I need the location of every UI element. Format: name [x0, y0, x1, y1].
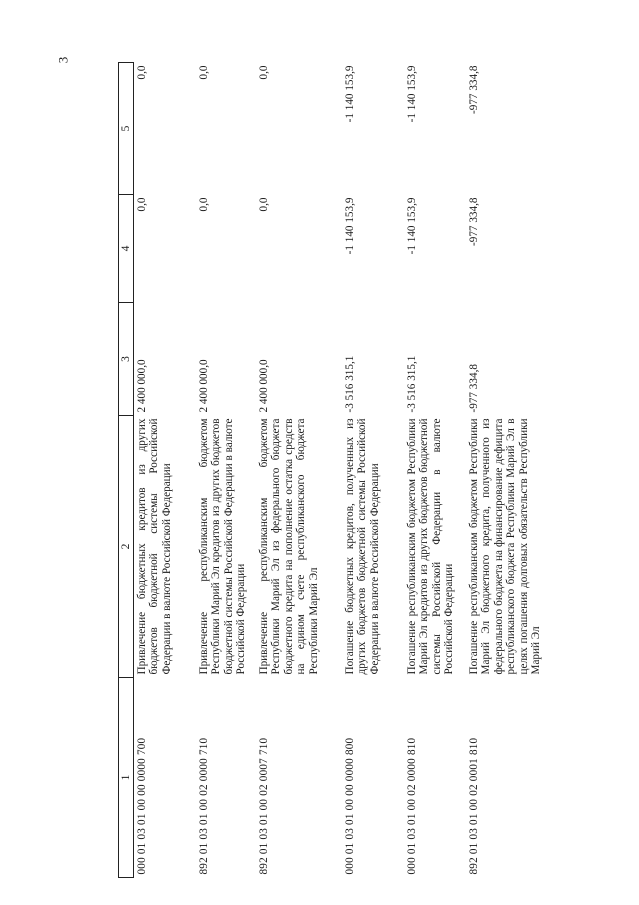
row-name: Погашение республиканским бюджетом Республики Марий Эл бюджетного кредита, полученного из федерального бюджета на финансирование дефицита республиканского бюджета Республики Марий Эл в целях погашения долговых обязательств Республики Марий Эл — [468, 418, 543, 675]
table-row — [466, 63, 568, 878]
page-number: 3 — [55, 56, 71, 64]
row-value-col5: 0,0 — [136, 65, 148, 80]
row-value-col4: -977 334,8 — [468, 197, 480, 246]
row-name: Привлечение республиканским бюджетом Республики Марий Эл кредитов из других бюджетов бюджетной системы Российской Федерации в валюте Российской Федерации — [198, 418, 248, 675]
row-value-col3: 2 400 000,0 — [198, 359, 210, 413]
row-code: 892 01 03 01 00 02 0001 810 — [468, 737, 480, 875]
row-value-col3: 2 400 000,0 — [136, 359, 148, 413]
row-value-col5: -1 140 153,9 — [344, 65, 356, 123]
row-code: 892 01 03 01 00 02 0000 710 — [198, 737, 210, 875]
row-value-col5: 0,0 — [198, 65, 210, 80]
row-value-col3: -3 516 315,1 — [344, 355, 356, 413]
row-code: 000 01 03 01 00 00 0000 700 — [136, 737, 148, 875]
row-value-col4: -1 140 153,9 — [344, 197, 356, 255]
table-row — [196, 63, 256, 878]
table-row — [256, 63, 342, 878]
row-value-col4: -1 140 153,9 — [406, 197, 418, 255]
row-name: Привлечение бюджетных кредитов из других бюджетов бюджетной системы Российской Федерации в валюте Российской Федерации — [136, 418, 173, 675]
row-code: 000 01 03 01 00 00 0000 800 — [344, 737, 356, 875]
table-header — [119, 63, 134, 878]
row-code: 000 01 03 01 00 02 0000 810 — [406, 737, 418, 875]
row-name: Погашение бюджетных кредитов, полученных из других бюджетов бюджетной системы Российской Федерации в валюте Российской Федерации — [344, 418, 381, 675]
table-row — [404, 63, 466, 878]
budget-table-container — [118, 63, 560, 878]
row-name: Погашение республиканским бюджетом Республики Марий Эл кредитов из других бюджетов бюджетной системы Российской Федерации в валюте Российской Федерации — [406, 418, 456, 675]
row-value-col5: 0,0 — [258, 65, 270, 80]
row-value-col3: -3 516 315,1 — [406, 355, 418, 413]
header-col-5: 5 — [119, 63, 134, 195]
row-name: Привлечение республиканским бюджетом Республики Марий Эл из федерального бюджета бюджетного кредита на пополнение остатка средств на едином счете республиканского бюджета Республики Марий Эл — [258, 418, 320, 675]
table-row — [342, 63, 404, 878]
row-value-col4: 0,0 — [198, 197, 210, 212]
row-value-col3: 2 400 000,0 — [258, 359, 270, 413]
row-value-col5: -1 140 153,9 — [406, 65, 418, 123]
row-value-col3: -977 334,8 — [468, 364, 480, 413]
table-row — [134, 63, 197, 878]
header-col-1: 1 — [119, 678, 134, 878]
budget-sources-table — [118, 62, 568, 878]
row-value-col4: 0,0 — [258, 197, 270, 212]
row-value-col4: 0,0 — [136, 197, 148, 212]
header-col-4: 4 — [119, 195, 134, 303]
header-col-2: 2 — [119, 416, 134, 678]
row-code: 892 01 03 01 00 02 0007 710 — [258, 737, 270, 875]
row-value-col5: -977 334,8 — [468, 65, 480, 114]
header-col-3: 3 — [119, 303, 134, 416]
